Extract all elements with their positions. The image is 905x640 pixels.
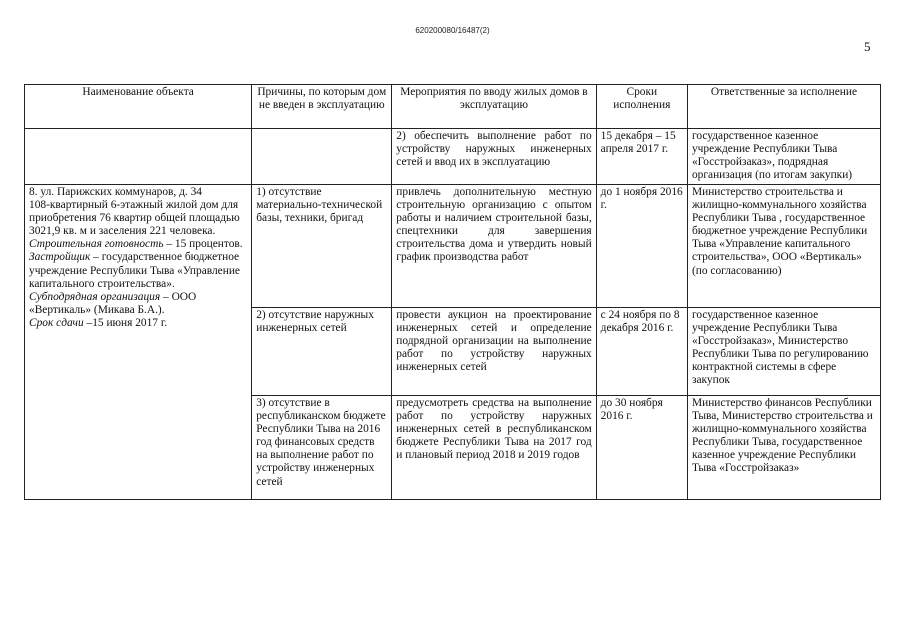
table-row bbox=[25, 185, 881, 308]
term-cell: до 30 ноября 2016 г. bbox=[596, 396, 687, 500]
term-cell: 15 декабря – 15 апреля 2017 г. bbox=[596, 129, 687, 185]
responsible-cell: государственное казенное учреждение Республики Тыва «Госстройзаказ», Министерство Республики Тыва по регулированию контрактной системы в сфере закупок bbox=[687, 308, 880, 396]
measure-cell: предусмотреть средства на выполнение работ по устройству наружных инженерных сетей в республиканском бюджете Республики Тыва на 2017 год и плановый период 2018 и 2019 годов bbox=[392, 396, 596, 500]
header-responsible: Ответственные за исполнение bbox=[687, 85, 880, 129]
readiness-label: Строительная готовность bbox=[29, 238, 164, 251]
term-cell: с 24 ноября по 8 декабря 2016 г. bbox=[596, 308, 687, 396]
reason-cell: 2) отсутствие наружных инженерных сетей bbox=[252, 308, 392, 396]
subcontractor-value: – ООО «Вертикаль» (Микава Б.А.). bbox=[29, 290, 197, 316]
object-address: 8. ул. Парижских коммунаров, д. 34 bbox=[29, 186, 202, 198]
table-row bbox=[25, 129, 881, 185]
document-id: 620200080/16487(2) bbox=[415, 26, 490, 35]
term-cell: до 1 ноября 2016 г. bbox=[596, 185, 687, 308]
object-developer bbox=[29, 251, 247, 290]
responsible-cell: государственное казенное учреждение Республики Тыва «Госстройзаказ», подрядная организация (по итогам закупки) bbox=[687, 129, 880, 185]
reason-cell: 3) отсутствие в республиканском бюджете Республики Тыва на 2016 год финансовых средств на выполнение работ по устройству инженерных сетей bbox=[252, 396, 392, 500]
header-object: Наименование объекта bbox=[25, 85, 252, 129]
header-measures: Мероприятия по вводу жилых домов в эксплуатацию bbox=[392, 85, 596, 129]
object-subcontractor bbox=[29, 291, 247, 317]
developer-value: – государственное бюджетное учреждение Республики Тыва «Управление капитального строительства». bbox=[29, 251, 240, 290]
responsible-cell: Министерство финансов Республики Тыва, Министерство строительства и жилищно-коммунального хозяйства Республики Тыва, государственное казенное учреждение Республики Тыва «Госстройзаказ» bbox=[687, 396, 880, 500]
reason-cell: 1) отсутствие материально-технической базы, техники, бригад bbox=[252, 185, 392, 308]
readiness-value: – 15 процентов. bbox=[163, 238, 243, 251]
subcontractor-label: Субподрядная организация bbox=[29, 290, 161, 303]
header-reasons: Причины, по которым дом не введен в эксплуатацию bbox=[252, 85, 392, 129]
object-deadline bbox=[29, 317, 247, 330]
page-number: 5 bbox=[864, 39, 871, 54]
empty-cell bbox=[252, 129, 392, 185]
deadline-value: –15 июня 2017 г. bbox=[83, 316, 168, 329]
measure-cell: 2) обеспечить выполнение работ по устройству наружных инженерных сетей и ввод их в эксплуатацию bbox=[392, 129, 596, 185]
object-cell bbox=[25, 185, 252, 500]
header-terms: Сроки исполнения bbox=[596, 85, 687, 129]
table-header-row bbox=[25, 85, 881, 129]
object-readiness bbox=[29, 238, 247, 251]
plan-table bbox=[24, 84, 881, 500]
deadline-label: Срок сдачи bbox=[29, 316, 84, 329]
developer-label: Застройщик bbox=[29, 251, 91, 264]
empty-cell bbox=[25, 129, 252, 185]
measure-cell: провести аукцион на проектирование инженерных сетей и определение подрядной организации на выполнение работ по устройству наружных инженерных сетей bbox=[392, 308, 596, 396]
responsible-cell: Министерство строительства и жилищно-коммунального хозяйства Республики Тыва , государственное бюджетное учреждение Республики Тыва «Управление капитального строительства», ООО «Вертикаль» (по согласованию) bbox=[687, 185, 880, 308]
object-description: 108-квартирный 6-этажный жилой дом для приобретения 76 квартир общей площадью 3021,9 кв. м и заселения 221 человека. bbox=[29, 199, 240, 238]
measure-cell: привлечь дополнительную местную строительную организацию с опытом работы и наличием строительной базы, спецтехники для завершения строительства дома и утвердить новый график производства работ bbox=[392, 185, 596, 308]
